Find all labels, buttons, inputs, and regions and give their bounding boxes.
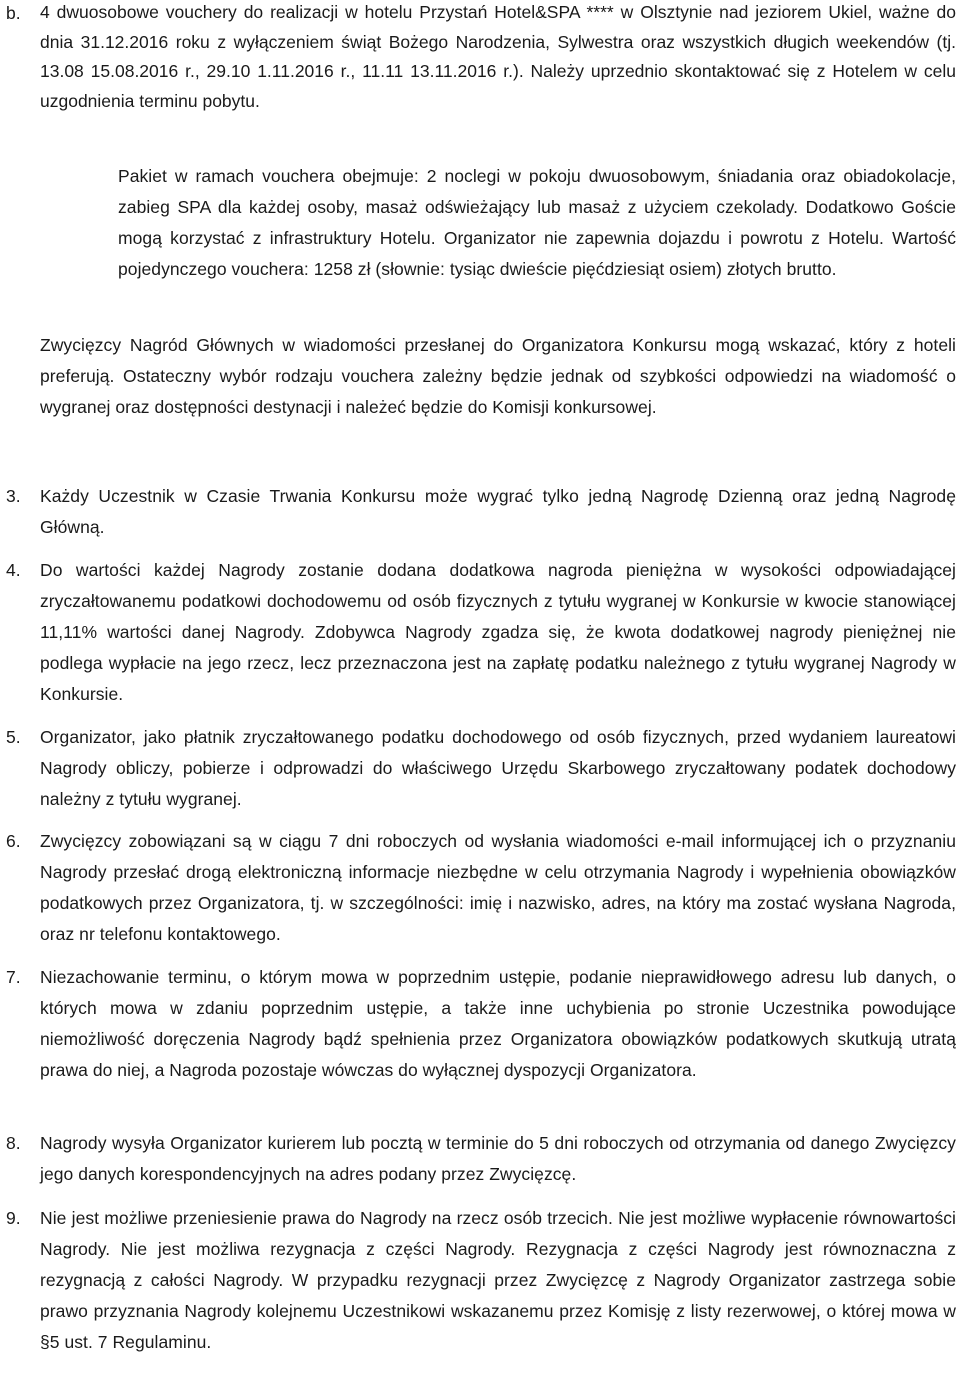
list-item-text: Nie jest możliwe przeniesienie prawa do Nagrody na rzecz osób trzecich. Nie jest możliwe wypłacenie równowartości Nagrody. Nie jest możliwa rezygnacja z części Nagrody. Rezygnacja z części Nagrody jest równoznaczna z rezygnacją z całości Nagrody. W przypadku rezygnacji przez Zwycięzcę z Nagrody Organizator zastrzega sobie prawo przyznania Nagrody kolejnemu Uczestnikowi wskazanemu przez Komisję z listy rezerwowej, o której mowa w §5 ust. 7 Regulaminu. [40, 1208, 956, 1352]
list-item [6, 1128, 956, 1190]
list-marker: 9. [6, 1208, 21, 1228]
list-marker: 7. [6, 967, 21, 987]
list-item-text: Do wartości każdej Nagrody zostanie dodana dodatkowa nagroda pieniężna w wysokości odpowiadającej zryczałtowanemu podatkowi dochodowemu od osób fizycznych z tytułu wygranej w Konkursie w kwocie stanowiącej 11,11% wartości danej Nagrody. Zdobywca Nagrody zgadza się, że kwota dodatkowej nagrody pieniężnej nie podlega wypłacie na jego rzecz, lecz przeznaczona jest na zapłatę podatku należnego z tytułu wygranej Nagrody w Konkursie. [40, 560, 956, 704]
list-item [6, 826, 956, 950]
list-marker: b. [6, 3, 21, 23]
voucher-terms: 4 dwuosobowe vouchery do realizacji w hotelu Przystań Hotel&SPA **** w Olsztynie nad jeziorem Ukiel, ważne do dnia 31.12.2016 roku z wyłączeniem świąt Bożego Narodzenia, Sylwestra oraz wszystkich długich weekendów (tj. 13.08 15.08.2016 r., 29.10 1.11.2016 r., 11.11 13.11.2016 r.). [40, 2, 956, 81]
list-item-text: Nagrody wysyła Organizator kurierem lub pocztą w terminie do 5 dni roboczych od otrzymania od danego Zwycięzcy jego danych korespondencyjnych na adres podany przez Zwycięzcę. [40, 1133, 956, 1184]
list-marker: 3. [6, 486, 21, 506]
list-marker: 4. [6, 560, 21, 580]
list-item-text: Niezachowanie terminu, o którym mowa w poprzednim ustępie, podanie nieprawidłowego adresu lub danych, o których mowa w zdaniu poprzednim ustępie, a także inne uchybienia po stronie Uczestnika powodujące niemożliwość doręczenia Nagrody bądź spełnienia przez Organizatora obowiązków podatkowych skutkują utratą prawa do niej, a Nagroda pozostaje wówczas do wyłącznej dyspozycji Organizatora. [40, 967, 956, 1080]
list-item-b [6, 0, 956, 116]
list-item [6, 962, 956, 1086]
list-marker: 5. [6, 727, 21, 747]
list-item [6, 722, 956, 815]
list-item [6, 555, 956, 710]
list-item [6, 481, 956, 543]
winners-paragraph: Zwycięzcy Nagród Głównych w wiadomości przesłanej do Organizatora Konkursu mogą wskazać, który z hoteli preferują. Ostateczny wybór rodzaju vouchera zależny będzie jednak od szybkości odpowiedzi na wiadomość o wygranej oraz dostępności destynacji i należeć będzie do Komisji konkursowej. [40, 335, 956, 417]
package-paragraph: Pakiet w ramach vouchera obejmuje: 2 noclegi w pokoju dwuosobowym, śniadania oraz obiadokolacje, zabieg SPA dla każdej osoby, masaż odświeżający lub masaż z użyciem czekolady. Dodatkowo Goście mogą korzystać z infrastruktury Hotelu. Organizator nie zapewnia dojazdu i powrotu z Hotelu. Wartość pojedynczego vouchera: 1258 zł (słownie: tysiąc dwieście pięćdziesiąt osiem) złotych brutto. [118, 166, 956, 279]
list-item-text: Każdy Uczestnik w Czasie Trwania Konkursu może wygrać tylko jedną Nagrodę Dzienną oraz jedną Nagrodę Główną. [40, 486, 956, 537]
list-marker: 8. [6, 1133, 21, 1153]
list-item-text: Zwycięzcy zobowiązani są w ciągu 7 dni roboczych od wysłania wiadomości e-mail informującej ich o przyznaniu Nagrody przesłać drogą elektroniczną informacje niezbędne w celu otrzymania Nagrody i wypełnienia obowiązków podatkowych przez Organizatora, tj. w szczególności: imię i nazwisko, adres, na który ma zostać wysłana Nagroda, oraz nr telefonu kontaktowego. [40, 831, 956, 944]
list-item [6, 1203, 956, 1358]
voucher-contact-note: Należy uprzednio skontaktować się z Hotelem w celu uzgodnienia terminu pobytu. [40, 61, 956, 111]
voucher-description [40, 0, 956, 116]
list-marker: 6. [6, 831, 21, 851]
list-item-text: Organizator, jako płatnik zryczałtowanego podatku dochodowego od osób fizycznych, przed wydaniem laureatowi Nagrody obliczy, pobierze i odprowadzi do właściwego Urzędu Skarbowego zryczałtowany podatek dochodowy należny z tytułu wygranej. [40, 727, 956, 809]
